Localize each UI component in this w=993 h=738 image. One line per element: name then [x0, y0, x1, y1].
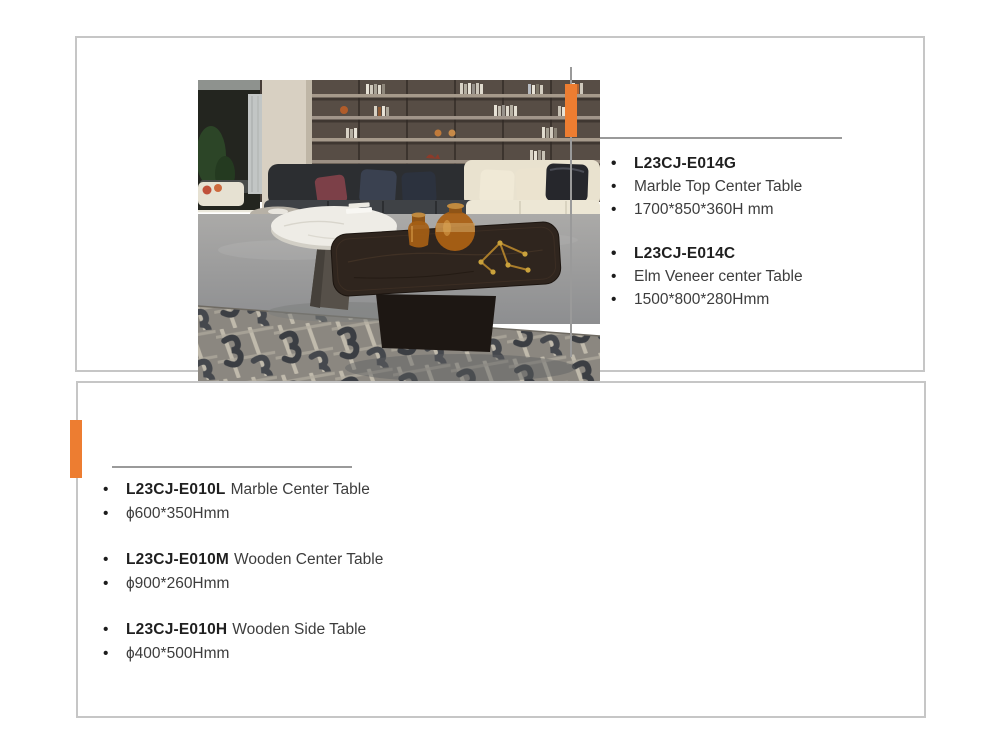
- top-product-specs: [609, 152, 803, 311]
- product-name: • Elm Veneer center Table: [609, 265, 803, 288]
- product-group: [101, 478, 383, 526]
- product-size: • ϕ600*350Hmm: [101, 502, 383, 526]
- top-product-photo: [198, 80, 600, 405]
- product-size: • ϕ900*260Hmm: [101, 572, 383, 596]
- product-name: • Marble Top Center Table: [609, 175, 803, 198]
- product-code: • L23CJ-E014G: [609, 152, 803, 175]
- product-group: [101, 548, 383, 596]
- product-group: [101, 618, 383, 666]
- product-code: • L23CJ-E014C: [609, 242, 803, 265]
- top-rule-line: [600, 137, 842, 139]
- product-title-line: [101, 478, 383, 502]
- product-title-line: [101, 618, 383, 642]
- bottom-product-specs: [101, 478, 383, 666]
- bottom-rule-line: [112, 466, 352, 468]
- product-size: • 1500*800*280Hmm: [609, 288, 803, 311]
- product-name: Wooden Side Table: [232, 621, 367, 638]
- product-code: L23CJ-E010H: [126, 621, 228, 638]
- product-name: Marble Center Table: [230, 481, 370, 498]
- orange-accent-bar-bottom: [70, 420, 82, 478]
- product-code: L23CJ-E010L: [126, 481, 226, 498]
- product-code: L23CJ-E010M: [126, 551, 229, 568]
- product-name: Wooden Center Table: [234, 551, 384, 568]
- orange-accent-bar-top: [565, 84, 577, 137]
- product-group: [609, 152, 803, 221]
- product-title-line: [101, 548, 383, 572]
- living-room-scene: [198, 80, 600, 405]
- product-size: • ϕ400*500Hmm: [101, 642, 383, 666]
- product-group: [609, 242, 803, 311]
- product-size: • 1700*850*360H mm: [609, 198, 803, 221]
